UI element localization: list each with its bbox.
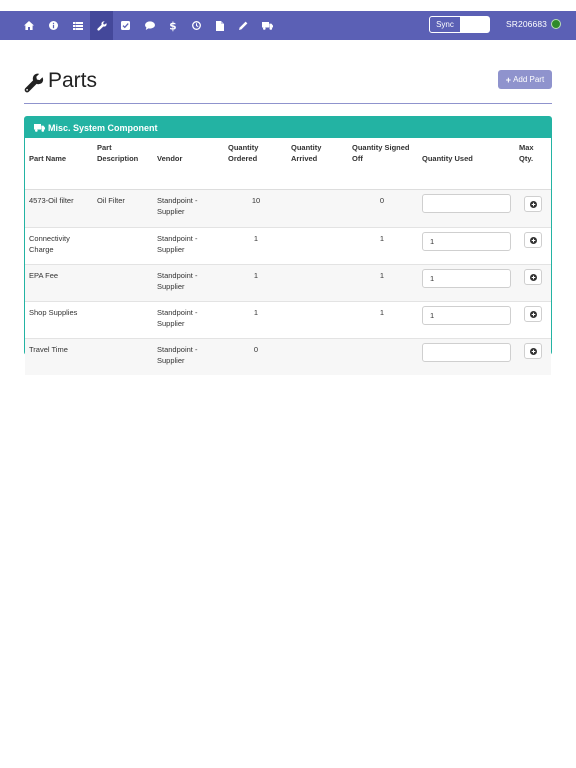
- plus-circle-icon: [530, 311, 537, 318]
- title-divider: [24, 103, 552, 104]
- cell-vendor-line2: Supplier: [157, 282, 185, 291]
- plus-circle-icon: [530, 274, 537, 281]
- col-header-quantity-arrived-line1: Quantity: [291, 143, 322, 152]
- cell-vendor-line1: Standpoint -: [157, 345, 198, 354]
- cell-quantity-signed-off: 1: [379, 271, 385, 280]
- plus-circle-icon: [530, 201, 537, 208]
- cell-vendor-line1: Standpoint -: [157, 234, 198, 243]
- plus-circle-icon: [530, 348, 537, 355]
- max-qty-button[interactable]: [524, 269, 542, 285]
- max-qty-button[interactable]: [524, 232, 542, 248]
- col-header-quantity-arrived-line2: Arrived: [291, 154, 318, 163]
- clock-icon[interactable]: [185, 11, 208, 40]
- wrench-icon: [24, 73, 44, 93]
- max-qty-button[interactable]: [524, 306, 542, 322]
- cell-part-name: Travel Time: [29, 345, 68, 354]
- parts-panel: [24, 116, 552, 365]
- svg-text:$: $: [169, 20, 177, 33]
- pencil-icon[interactable]: [232, 11, 255, 40]
- table-row: [25, 190, 551, 227]
- max-qty-button[interactable]: [524, 343, 542, 359]
- service-request-number: SR206683: [506, 19, 547, 29]
- table-row: [25, 227, 551, 264]
- plus-circle-icon: [530, 237, 537, 244]
- cell-vendor-line2: Supplier: [157, 319, 185, 328]
- col-header-quantity-used: Quantity Used: [422, 154, 473, 163]
- cell-vendor-line1: Standpoint -: [157, 196, 198, 205]
- cell-quantity-ordered: 0: [253, 345, 259, 354]
- cell-part-name: 4573-Oil filter: [29, 196, 74, 205]
- col-header-max-qty-line2: Qty.: [519, 154, 534, 163]
- panel-header: [25, 117, 551, 138]
- col-header-vendor: Vendor: [157, 154, 183, 163]
- add-part-label: Add Part: [513, 75, 545, 84]
- cell-quantity-ordered: 1: [253, 308, 259, 317]
- col-header-quantity-signed-off-line2: Off: [352, 154, 363, 163]
- max-qty-button[interactable]: [524, 196, 542, 212]
- list-icon[interactable]: [66, 11, 89, 40]
- col-header-part-name: Part Name: [29, 154, 67, 163]
- document-icon[interactable]: [208, 11, 231, 40]
- cell-quantity-ordered: 10: [251, 196, 261, 205]
- connection-status-indicator: [551, 19, 561, 29]
- col-header-quantity-signed-off-line1: Quantity Signed: [352, 143, 410, 152]
- cell-quantity-signed-off: 1: [379, 308, 385, 317]
- add-part-button[interactable]: [498, 70, 552, 89]
- cell-part-description: Oil Filter: [97, 196, 125, 205]
- truck-icon[interactable]: [256, 11, 279, 40]
- page-title: Parts: [48, 69, 98, 92]
- cell-part-name-line2: Charge: [29, 245, 54, 254]
- col-header-quantity-ordered-line1: Quantity: [228, 143, 259, 152]
- info-icon[interactable]: [42, 11, 65, 40]
- sync-toggle[interactable]: [429, 16, 490, 33]
- cell-vendor-line2: Supplier: [157, 207, 185, 216]
- table-row: [25, 301, 551, 338]
- sync-switch[interactable]: [460, 17, 489, 32]
- sync-label: Sync: [436, 20, 454, 29]
- col-header-part-description-line2: Description: [97, 154, 139, 163]
- dollar-icon[interactable]: [161, 11, 184, 40]
- plus-icon: +: [505, 74, 512, 85]
- cell-part-name: EPA Fee: [29, 271, 59, 280]
- home-icon[interactable]: [17, 11, 40, 40]
- comment-icon[interactable]: [138, 11, 161, 40]
- cell-vendor-line2: Supplier: [157, 245, 185, 254]
- cell-part-name: Shop Supplies: [29, 308, 78, 317]
- cell-vendor-line1: Standpoint -: [157, 271, 198, 280]
- parts-table: [25, 138, 551, 365]
- table-row: [25, 264, 551, 301]
- col-header-max-qty-line1: Max: [519, 143, 534, 152]
- truck-icon: [34, 124, 45, 132]
- quantity-used-input[interactable]: 1: [422, 269, 511, 288]
- cell-vendor-line1: Standpoint -: [157, 308, 198, 317]
- cell-part-name-line1: Connectivity: [29, 234, 70, 243]
- cell-vendor-line2: Supplier: [157, 356, 185, 365]
- quantity-used-input[interactable]: [422, 343, 511, 362]
- status-bar: [0, 0, 576, 11]
- cell-quantity-ordered: 1: [253, 234, 259, 243]
- col-header-part-description-line1: Part: [97, 143, 112, 152]
- quantity-used-input[interactable]: 1: [422, 232, 511, 251]
- col-header-quantity-ordered-line2: Ordered: [228, 154, 258, 163]
- cell-quantity-ordered: 1: [253, 271, 259, 280]
- cell-quantity-signed-off: 0: [379, 196, 385, 205]
- table-row: [25, 338, 551, 375]
- cell-quantity-signed-off: 1: [379, 234, 385, 243]
- panel-title: Misc. System Component: [48, 122, 158, 133]
- quantity-used-input[interactable]: [422, 194, 511, 213]
- quantity-used-input[interactable]: 1: [422, 306, 511, 325]
- checkbox-icon[interactable]: [114, 11, 137, 40]
- wrench-icon[interactable]: [90, 11, 113, 40]
